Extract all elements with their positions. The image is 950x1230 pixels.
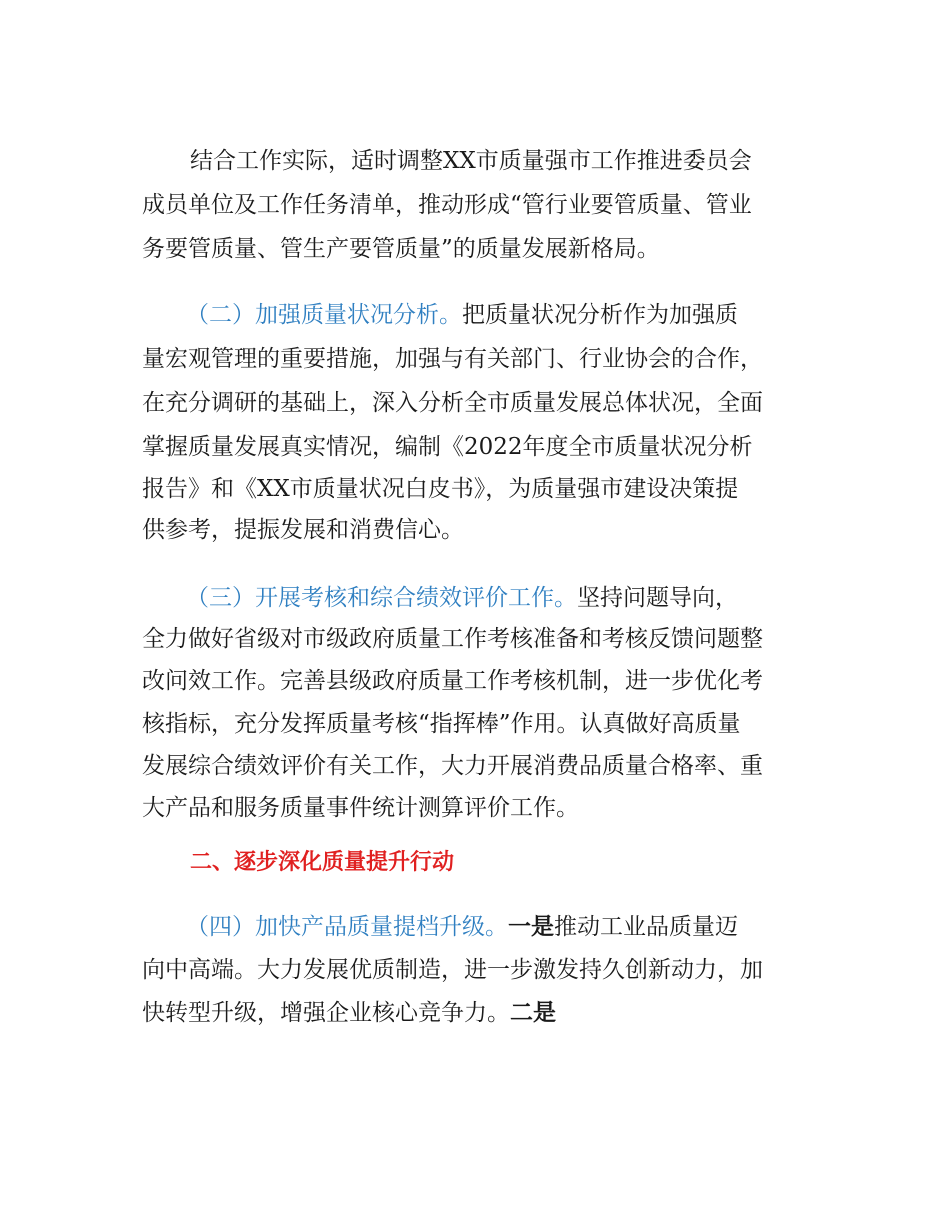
paragraph-4-line-1	[0, 907, 950, 947]
paragraph-3-line-5: 发展综合绩效评价有关工作，大力开展消费品质量合格率、重	[142, 753, 763, 779]
subsection-heading-3: （三）开展考核和综合绩效评价工作。	[186, 585, 577, 611]
paragraph-4-line-3	[0, 993, 950, 1033]
paragraph-3-line-1-rest: 坚持问题导向，	[577, 585, 738, 611]
paragraph-2-line-1-rest: 把质量状况分析作为加强质	[462, 302, 738, 328]
subsection-heading-2: （二）加强质量状况分析。	[186, 302, 462, 328]
paragraph-2-line-6: 供参考，提振发展和消费信心。	[142, 517, 464, 543]
paragraph-4-line-3-text: 快转型升级，增强企业核心竞争力。	[142, 1000, 510, 1026]
paragraph-2-line-3: 在充分调研的基础上，深入分析全市质量发展总体状况，全面	[142, 390, 763, 416]
paragraph-2-line-5: 报告》和《XX市质量状况白皮书》，为质量强市建设决策提	[142, 476, 739, 502]
paragraph-3-line-2: 全力做好省级对市级政府质量工作考核准备和考核反馈问题整	[142, 626, 763, 652]
paragraph-2-line-2: 量宏观管理的重要措施，加强与有关部门、行业协会的合作，	[142, 346, 763, 372]
paragraph-1-line-1: 结合工作实际，适时调整XX市质量强市工作推进委员会	[190, 148, 752, 174]
section-heading: 二、逐步深化质量提升行动	[190, 850, 455, 875]
subsection-heading-4: （四）加快产品质量提档升级。	[186, 914, 508, 940]
bold-marker-2: 二是	[510, 1000, 556, 1026]
paragraph-1-line-2: 成员单位及工作任务清单，推动形成“管行业要管质量、管业	[142, 192, 752, 218]
paragraph-3-line-3: 改问效工作。完善县级政府质量工作考核机制，进一步优化考	[142, 668, 763, 694]
paragraph-2-line-1	[0, 295, 950, 335]
paragraph-3-line-4: 核指标，充分发挥质量考核“指挥棒”作用。认真做好高质量	[142, 711, 741, 737]
paragraph-3-line-1	[0, 578, 950, 618]
paragraph-2-line-4: 掌握质量发展真实情况，编制《2022年度全市质量状况分析	[142, 434, 753, 460]
paragraph-1-line-3: 务要管质量、管生产要管质量”的质量发展新格局。	[142, 236, 660, 262]
paragraph-4-line-2: 向中高端。大力发展优质制造，进一步激发持久创新动力，加	[142, 957, 763, 983]
paragraph-3-line-6: 大产品和服务质量事件统计测算评价工作。	[142, 795, 579, 821]
paragraph-4-line-1-rest: 推动工业品质量迈	[554, 914, 738, 940]
bold-marker-1: 一是	[508, 914, 554, 940]
